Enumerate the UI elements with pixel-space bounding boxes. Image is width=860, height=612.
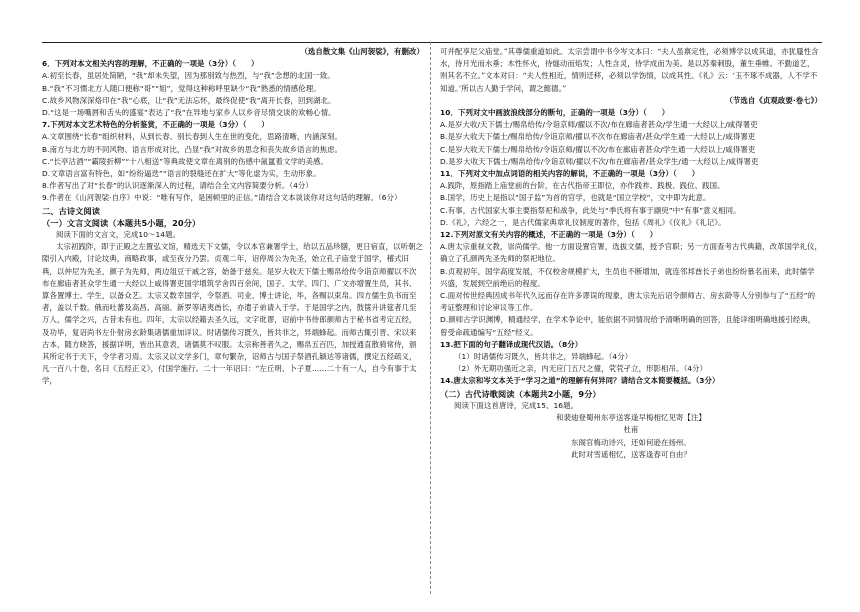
- poem-line-2: 此时对雪遥相忆，送客逢春可自由？: [571, 449, 691, 459]
- q7-option-c: C.“长亭沽酒”“霸陵折柳”“十八相送”等典故使文章在离别的伤感中氤氲着文学的美感。: [42, 156, 328, 166]
- q6-option-b: B.“我”不习惯北方人随口便称“哥”“姐”，觉得这种称呼里缺少“我”熟悉的情感伦理。: [42, 83, 321, 93]
- question-13: 13.把下面的句子翻译成现代汉语。（8分）: [440, 339, 583, 349]
- q12-option-b: B.贞观初年，国学高度发展，不仅校舍规模扩大，生员也不断增加，就连邻邦酋长子弟也纷纷慕名而来，此时儒学兴盛，发展到空前绝后的程度。: [440, 266, 815, 288]
- q6-option-c: C.故乡风物深深烙印在“我”心底，让“我”无法忘怀，最终促使“我”离开长春，回到湖北。: [42, 95, 336, 105]
- q11-option-b: B.国学，历史上是指以“国子监”为首的官学，也就是“国立学校”，文中即为此意。: [440, 193, 711, 203]
- question-7: 7.下列对本文艺术特色的分析鉴赏，不正确的一项是（3分）（ ）: [42, 120, 269, 130]
- poem-author: 杜甫: [623, 425, 639, 435]
- question-10: 10．下列对文中画波浪线部分的断句，正确的一项是（3分）（ ）: [440, 108, 670, 118]
- exam-sheet: [42, 42, 822, 592]
- q10-option-c: C.是岁大收天下儒士/赐帛给传/令诣京师/擢以不次/布在廊庙者甚众/学生通一大经以上/咸得署吏: [440, 144, 756, 154]
- left-column: [42, 46, 424, 388]
- q7-option-b: B.南方与北方的不同风物、语言形成对比，凸显“我”对故乡的思念和丧失故乡语言的焦虑。: [42, 144, 343, 154]
- q11-option-d: D.《礼》，六经之一，是古代儒家典章礼仪制度的著作，包括《周礼》《仪礼》《礼记》。: [440, 217, 726, 227]
- q6-option-a: A.初至长春，虽居处简陋，“我”却未失望，因为那别致与热烈，与“我”念想的北国一致。: [42, 71, 335, 81]
- q12-option-c: C.面对传世经典因成书年代久远而存在许多谬误的现象，唐太宗先后诏令颜师古、房玄龄等人分别参与了“五经”的考证整理和讨论审议等工作。: [440, 291, 816, 313]
- question-11: 11．下列对文中加点词语的相关内容的解说，不正确的一项是（3分）（ ）: [440, 169, 700, 179]
- passage-continued: 可并配享尼父庙堂。”其尊儒重道如此。太宗尝谓中书令岑文本曰：“夫人虽禀定性，必须博学以成其道，亦犹蜃性含水，待月光而水垂；木性怀火，待燧动而焰发；人性含灵，待学成而为美。是以苏秦刺股，董生垂帷。不勤道艺，则其名不立。”文本对曰：“夫人性相近，情则迁移，必须以学饬情，以成其性。《礼》云：‘玉不琢不成器，人不学不知道。’所以古人勤于学问，谓之懿德。”: [440, 47, 819, 93]
- poetry-instruction: 阅读下面这首唐诗，完成15、16题。: [454, 400, 579, 410]
- q13-item-2: （2）外无期功强近之亲，内无应门五尺之僮，茕茕孑立，形影相吊。（4分）: [454, 364, 708, 374]
- reading-instruction: 阅读下面的文言文，完成10～14题。: [56, 230, 181, 240]
- question-12: 12.下列对原文有关内容的概述，不正确的一项是（3分）（ ）: [440, 230, 658, 240]
- q10-option-b: B.是岁大收天下儒士/赐帛给传/令诣京师/擢以不次布在廊庙者/甚众/学生通一大经以上/咸得署吏: [440, 132, 756, 142]
- source-note: （选自散文集《山河袈裟》，有删改）: [300, 47, 424, 56]
- q13-item-1: （1）时诸儒传习既久，皆共非之，异端蜂起。（4分）: [454, 352, 633, 362]
- subsection-poetry: （二）古代诗歌阅读（本题共2小题，9分）: [440, 388, 601, 399]
- question-8: 8.作者写出了对“长春”的认识逐渐深入的过程，请结合全文内容简要分析。（4分）: [42, 181, 313, 191]
- q7-option-a: A.文章围绕“长春”组织材料，从到长春、别长春到人生在世的变化，思路清晰，内涵深刻。: [42, 132, 342, 142]
- column-divider: [430, 42, 431, 594]
- q10-option-d: D.是岁大收天下儒士/赐帛给传/令诣京师/擢以不次/布在廊庙者/甚众学生/通一大经以上/咸得署吏: [440, 156, 759, 166]
- section-heading-2: 二、古诗文阅读: [42, 205, 101, 216]
- q12-option-a: A.唐太宗重视文教，崇尚儒学。他一方面设置官署，选拔文儒，授予官职；另一方面查考古代典籍，改革国学礼仪，确立了孔颜两先圣先师的祭祀地位。: [440, 242, 823, 264]
- q11-option-c: C.有事，古代国家大事主要指祭祀和战争，此处与“季氏将有事于颛臾”中“有事”意义相同。: [440, 205, 741, 215]
- q7-option-d: D.文章语言富有特色，如“纷纷逼迭”“语言的裂缝还在扩大”等化虚为实，生动形象。: [42, 169, 321, 179]
- subsection-classical-prose: （一）文言文阅读（本题共5小题，20分）: [42, 217, 201, 228]
- top-rule: [42, 42, 822, 43]
- question-9: 9.作者在《山河袈裟·自序》中说：“唯有写作，是困顿里的正信。”请结合文本谈谈你对这句话的理解。（6分）: [42, 193, 402, 203]
- q6-option-d: D.“这是一场嘴唇和舌头的盛宴”表达了“我”在异地与家乡人以乡音尽情交谈的欢畅心情。: [42, 108, 336, 118]
- q11-option-a: A.践阼，原指踏上庙堂前的台阶，在古代指帝王即位，亦作践祚、践极、践位、践国。: [440, 181, 725, 191]
- poem-line-1: 东阁官梅动诗兴，还如何逊在扬州。: [571, 437, 691, 447]
- q10-option-a: A.是岁大收/天下儒士/赐帛给传/令诣京师/擢以不次/布在廊庙者甚众/学生通一大经以上/咸得署吏: [440, 120, 758, 130]
- poem-title: 和裴迪登蜀州东亭送客逢早梅相忆见寄【注】: [556, 413, 706, 423]
- passage-source: （节选自《贞观政要·卷七》）: [725, 95, 822, 105]
- question-14: 14.唐太宗和岑文本关于“学习之道”的理解有何异同？请结合文本简要概括。（3分）: [440, 376, 720, 386]
- classical-passage: 太宗初践阼，即于正殿之左置弘文馆，精选天下文儒，令以本官兼署学士，给以五品珍膳，更日宿直，以听朝之隙引入内殿，讨论坟典，商略政事，或至夜分乃罢。贞观二年，诏停周公为先圣，始立孔子庙堂于国学，稽式旧典，以仲尼为先圣，颜子为先师，两边俎豆干戚之容，始备于兹矣。是岁大收天下儒士赐帛给传令诣京师擢以不次布在廊庙者甚众学生通一大经以上咸得署吏国学增筑学舍四百余间，国子、太学、四门、广文亦增置生员，其书、算各置博士、学生，以备众艺。太宗又数幸国学，令祭酒、司业、博士讲论，毕，各赐以束帛。四方儒生负书而至者，盖以千数。俄而吐蕃及高昌、高丽、新罗等诸夷酋长，亦遣子弟请入于学。于是国学之内，鼓箧升讲筵者几至万人，儒学之兴，古昔未有也。四年，太宗以经籍去圣久远，文字讹谬，诏前中书侍郎颜师古于秘书省考定五经，及功毕，复诏尚书左仆射房玄龄集诸儒重加详议。时诸儒传习既久，皆共非之，异端蜂起。而师古辄引晋、宋以来古本，随方晓答，援据详明，皆出其意表，诸儒莫不叹服。太宗称善者久之，赐帛五百匹，加授通直散骑常侍，颁其所定书于天下，令学者习焉。太宗又以文学多门，章句繁杂，诏师古与国子祭酒孔颖达等诸儒，撰定五经疏义，凡一百八十卷，名曰《五经正义》，付国学施行。二十一年诏曰：“左丘明、卜子夏……二十有一人，自今有事于太学，: [42, 242, 424, 386]
- question-6: 6．下列对本文相关内容的理解，不正确的一项是（3分）（ ）: [42, 59, 259, 69]
- q12-option-d: D.颜师古学识渊博，精通经学，在学术争论中，能依据不同情况给予清晰明确的回答，且能详细明确地援引经典，曾受命疏通编写“五经”经义。: [440, 315, 816, 337]
- right-column: [440, 46, 822, 461]
